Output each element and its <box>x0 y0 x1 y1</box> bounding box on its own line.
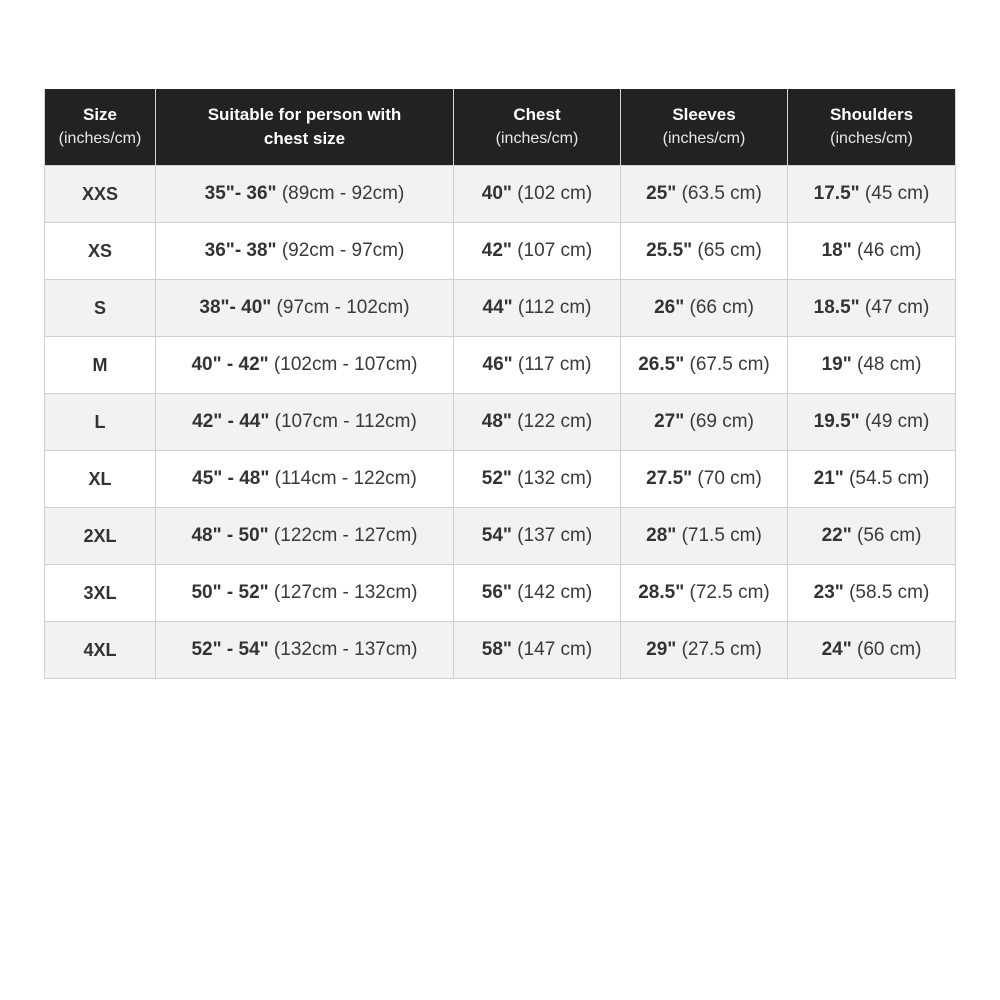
shoulders-inches: 19.5" <box>813 411 860 432</box>
size-cell: L <box>45 394 156 451</box>
shoulders-cell <box>788 280 956 337</box>
chest-cm: (142 cm) <box>511 582 593 603</box>
header-sleeves <box>621 89 788 166</box>
sleeves-cell <box>621 337 788 394</box>
table-row <box>45 166 956 223</box>
suitable-cm: (89cm - 92cm) <box>276 183 405 204</box>
size-chart-table <box>44 89 956 679</box>
suitable-cm: (97cm - 102cm) <box>271 297 410 318</box>
size-cell: M <box>45 337 156 394</box>
shoulders-cm: (47 cm) <box>859 297 930 318</box>
sleeves-cm: (70 cm) <box>692 468 762 489</box>
chest-cm: (107 cm) <box>511 240 593 261</box>
header-chest-label: Chest <box>513 105 561 124</box>
shoulders-inches: 22" <box>821 525 852 546</box>
sleeves-inches: 26.5" <box>638 354 685 375</box>
sleeves-inches: 28" <box>646 525 677 546</box>
sleeves-inches: 27.5" <box>646 468 693 489</box>
header-size-label: Size <box>82 105 118 124</box>
shoulders-inches: 23" <box>813 582 844 603</box>
suitable-chest-cell <box>156 394 454 451</box>
chest-inches: 56" <box>481 582 512 603</box>
sleeves-cell <box>621 508 788 565</box>
chest-cell <box>454 622 621 679</box>
sleeves-inches: 27" <box>654 411 685 432</box>
header-shoulders-label: Shoulders <box>829 105 914 124</box>
shoulders-cm: (54.5 cm) <box>843 468 930 489</box>
suitable-cm: (114cm - 122cm) <box>269 468 417 489</box>
suitable-chest-cell <box>156 451 454 508</box>
suitable-cm: (92cm - 97cm) <box>276 240 405 261</box>
shoulders-cell <box>788 337 956 394</box>
size-cell: XXS <box>45 166 156 223</box>
suitable-chest-cell <box>156 223 454 280</box>
shoulders-cell <box>788 565 956 622</box>
chest-inches: 40" <box>481 183 512 204</box>
table-row <box>45 223 956 280</box>
shoulders-cell <box>788 166 956 223</box>
shoulders-cm: (58.5 cm) <box>843 582 930 603</box>
size-cell: 2XL <box>45 508 156 565</box>
header-shoulders <box>788 89 956 166</box>
sleeves-cell <box>621 166 788 223</box>
header-suitable-chest-label: Suitable for person with chest size <box>207 105 402 148</box>
sleeves-inches: 25.5" <box>646 240 693 261</box>
chest-cell <box>454 280 621 337</box>
chest-cell <box>454 337 621 394</box>
shoulders-inches: 18" <box>821 240 852 261</box>
sleeves-cm: (71.5 cm) <box>676 525 762 546</box>
suitable-chest-cell <box>156 508 454 565</box>
suitable-inches: 38"- 40" <box>199 297 272 318</box>
chest-inches: 48" <box>481 411 512 432</box>
shoulders-cm: (46 cm) <box>851 240 922 261</box>
sleeves-inches: 28.5" <box>638 582 685 603</box>
sleeves-inches: 25" <box>646 183 677 204</box>
suitable-chest-cell <box>156 565 454 622</box>
sleeves-cm: (65 cm) <box>692 240 762 261</box>
chest-inches: 46" <box>482 354 513 375</box>
suitable-inches: 52" - 54" <box>191 639 269 660</box>
shoulders-inches: 18.5" <box>813 297 860 318</box>
suitable-inches: 35"- 36" <box>204 183 277 204</box>
header-size-unit: (inches/cm) <box>58 130 142 147</box>
shoulders-cell <box>788 508 956 565</box>
header-sleeves-label: Sleeves <box>672 105 736 124</box>
table-row <box>45 337 956 394</box>
table-row <box>45 394 956 451</box>
suitable-cm: (102cm - 107cm) <box>268 354 418 375</box>
chest-cell <box>454 394 621 451</box>
shoulders-cm: (45 cm) <box>859 183 930 204</box>
sleeves-cell <box>621 622 788 679</box>
header-row <box>45 89 956 166</box>
size-cell: 4XL <box>45 622 156 679</box>
shoulders-cell <box>788 223 956 280</box>
sleeves-cm: (67.5 cm) <box>684 354 770 375</box>
table-body <box>45 166 956 679</box>
chest-inches: 58" <box>481 639 512 660</box>
chest-cell <box>454 508 621 565</box>
sleeves-inches: 26" <box>654 297 685 318</box>
size-cell: 3XL <box>45 565 156 622</box>
suitable-cm: (107cm - 112cm) <box>269 411 417 432</box>
shoulders-inches: 24" <box>821 639 852 660</box>
shoulders-cm: (48 cm) <box>851 354 922 375</box>
header-shoulders-unit: (inches/cm) <box>830 130 913 147</box>
sleeves-cm: (63.5 cm) <box>676 183 762 204</box>
header-size <box>45 89 156 166</box>
sleeves-cm: (69 cm) <box>684 411 754 432</box>
table-row <box>45 280 956 337</box>
chest-inches: 52" <box>481 468 512 489</box>
suitable-chest-cell <box>156 280 454 337</box>
table-row <box>45 508 956 565</box>
sleeves-cell <box>621 394 788 451</box>
shoulders-cm: (56 cm) <box>851 525 922 546</box>
header-suitable-chest <box>156 89 454 166</box>
suitable-cm: (127cm - 132cm) <box>268 582 418 603</box>
size-cell: S <box>45 280 156 337</box>
chest-cell <box>454 565 621 622</box>
chest-cm: (117 cm) <box>512 354 592 375</box>
chest-cell <box>454 166 621 223</box>
chest-cm: (102 cm) <box>511 183 593 204</box>
shoulders-inches: 21" <box>813 468 844 489</box>
chest-inches: 42" <box>481 240 512 261</box>
header-chest-unit: (inches/cm) <box>495 130 579 147</box>
shoulders-cm: (49 cm) <box>859 411 930 432</box>
sleeves-inches: 29" <box>646 639 677 660</box>
suitable-inches: 50" - 52" <box>191 582 269 603</box>
table-row <box>45 622 956 679</box>
suitable-chest-cell <box>156 337 454 394</box>
shoulders-cm: (60 cm) <box>851 639 922 660</box>
suitable-inches: 36"- 38" <box>204 240 277 261</box>
size-cell: XS <box>45 223 156 280</box>
sleeves-cell <box>621 451 788 508</box>
suitable-chest-cell <box>156 166 454 223</box>
header-sleeves-unit: (inches/cm) <box>662 130 746 147</box>
size-cell: XL <box>45 451 156 508</box>
suitable-inches: 48" - 50" <box>191 525 269 546</box>
chest-cell <box>454 451 621 508</box>
table-header <box>45 89 956 166</box>
chest-inches: 54" <box>481 525 512 546</box>
sleeves-cm: (27.5 cm) <box>676 639 762 660</box>
chest-cm: (112 cm) <box>512 297 592 318</box>
shoulders-inches: 19" <box>821 354 852 375</box>
table-row <box>45 565 956 622</box>
suitable-chest-cell <box>156 622 454 679</box>
header-chest <box>454 89 621 166</box>
suitable-inches: 40" - 42" <box>191 354 269 375</box>
chest-cm: (122 cm) <box>511 411 593 432</box>
sleeves-cm: (66 cm) <box>684 297 754 318</box>
suitable-inches: 45" - 48" <box>192 468 270 489</box>
sleeves-cell <box>621 565 788 622</box>
sleeves-cell <box>621 280 788 337</box>
shoulders-cell <box>788 622 956 679</box>
chest-cm: (137 cm) <box>511 525 593 546</box>
shoulders-cell <box>788 394 956 451</box>
sleeves-cell <box>621 223 788 280</box>
chest-cm: (147 cm) <box>511 639 593 660</box>
sleeves-cm: (72.5 cm) <box>684 582 770 603</box>
suitable-cm: (122cm - 127cm) <box>268 525 418 546</box>
table-row <box>45 451 956 508</box>
suitable-cm: (132cm - 137cm) <box>268 639 418 660</box>
chest-cell <box>454 223 621 280</box>
suitable-inches: 42" - 44" <box>192 411 270 432</box>
shoulders-inches: 17.5" <box>813 183 860 204</box>
shoulders-cell <box>788 451 956 508</box>
chest-cm: (132 cm) <box>511 468 593 489</box>
chest-inches: 44" <box>482 297 513 318</box>
